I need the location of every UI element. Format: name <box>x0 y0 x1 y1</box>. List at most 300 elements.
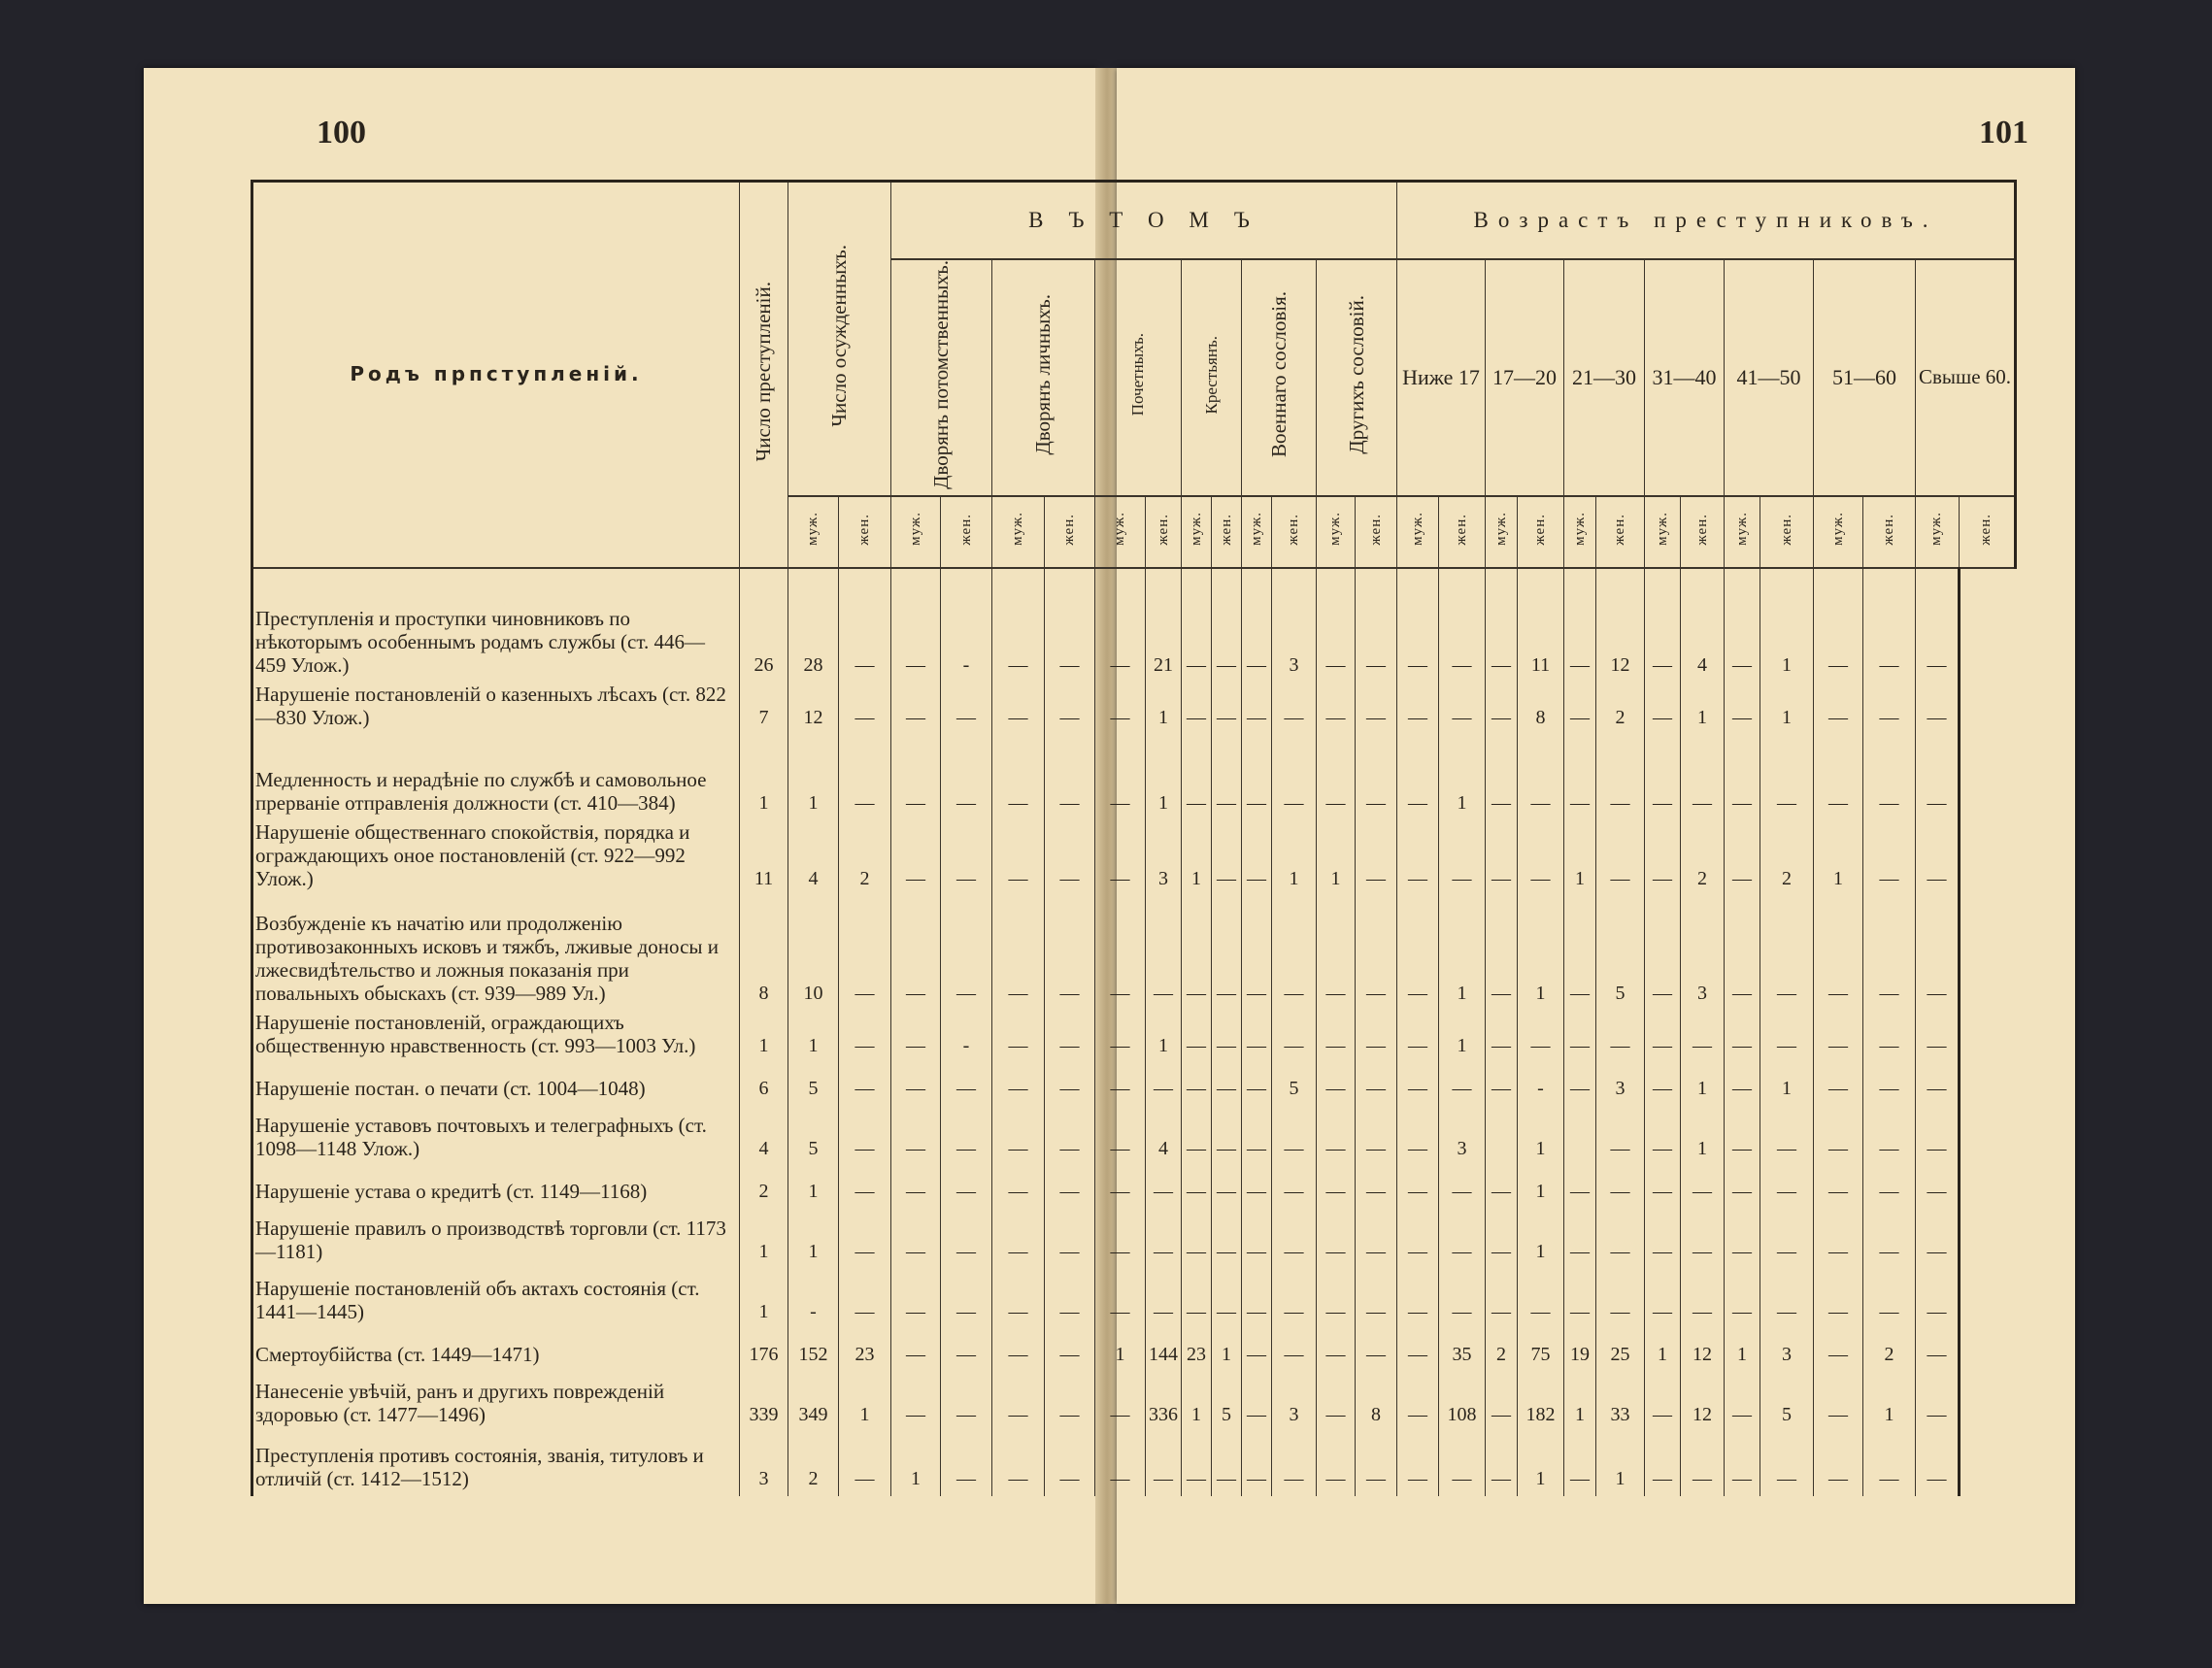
value-cell: — <box>1645 896 1681 1011</box>
value-cell: — <box>1645 1063 1681 1106</box>
value-cell: — <box>1439 1432 1486 1496</box>
crime-name-cell: Нарушенiе постановленiй о казенныхъ лѣсахъ (ст. 822—830 Улож.) <box>252 683 740 735</box>
value-cell: — <box>1916 735 1960 820</box>
value-cell: — <box>1486 1063 1518 1106</box>
table-row <box>252 1269 2069 1329</box>
value-cell: — <box>1518 735 1564 820</box>
sex-male-header: муж. <box>1814 496 1863 568</box>
value-cell: 2 <box>839 820 891 896</box>
value-cell: — <box>1212 683 1242 735</box>
value-cell: — <box>1356 1269 1397 1329</box>
value-cell: - <box>941 1011 992 1063</box>
value-cell: — <box>992 735 1045 820</box>
value-cell: — <box>1725 1106 1760 1166</box>
value-cell: — <box>1182 1106 1212 1166</box>
value-cell: 1 <box>1814 820 1863 896</box>
value-cell: — <box>1182 1269 1212 1329</box>
value-cell: — <box>941 1372 992 1432</box>
value-cell: 4 <box>1146 1106 1182 1166</box>
value-cell: — <box>1272 896 1317 1011</box>
value-cell: — <box>1242 735 1272 820</box>
value-cell: 7 <box>740 683 788 735</box>
value-cell: — <box>1725 1209 1760 1269</box>
value-cell: 5 <box>788 1063 839 1106</box>
military-header: Военнаго сословiя. <box>1242 259 1317 496</box>
value-cell: — <box>1916 1269 1960 1329</box>
table-row <box>252 1063 2069 1106</box>
value-cell: — <box>1439 568 1486 683</box>
value-cell: 6 <box>740 1063 788 1106</box>
sex-female-header: жен. <box>1760 496 1814 568</box>
value-cell: — <box>1397 1432 1439 1496</box>
value-cell: 1 <box>1760 683 1814 735</box>
value-cell: 152 <box>788 1329 839 1372</box>
value-cell: — <box>1681 1269 1725 1329</box>
value-cell: — <box>1356 1209 1397 1269</box>
value-cell: — <box>941 1063 992 1106</box>
sex-female-header: жен. <box>1959 496 2015 568</box>
value-cell: — <box>1212 1011 1242 1063</box>
value-cell: 1 <box>891 1432 941 1496</box>
value-cell: — <box>1212 820 1242 896</box>
crime-type-header: Родъ прпступленiй. <box>252 182 740 568</box>
sex-female-header: жен. <box>1272 496 1317 568</box>
value-cell: — <box>1182 1209 1212 1269</box>
value-cell: — <box>941 1329 992 1372</box>
value-cell: — <box>1317 568 1356 683</box>
sex-male-header: муж. <box>1486 496 1518 568</box>
value-cell: — <box>1645 820 1681 896</box>
value-cell: 182 <box>1518 1372 1564 1432</box>
value-cell: — <box>1045 1166 1095 1209</box>
value-cell: — <box>1272 683 1317 735</box>
value-cell: 3 <box>1439 1106 1486 1166</box>
peasants-header: Крестьянъ. <box>1182 259 1242 496</box>
value-cell: — <box>1814 568 1863 683</box>
value-cell: — <box>1863 820 1916 896</box>
value-cell: — <box>1486 1209 1518 1269</box>
value-cell: 12 <box>1596 568 1645 683</box>
value-cell: — <box>1242 820 1272 896</box>
value-cell: 3 <box>1146 820 1182 896</box>
value-cell: — <box>1760 735 1814 820</box>
value-cell: — <box>1564 1011 1596 1063</box>
value-cell: — <box>1725 896 1760 1011</box>
value-cell: — <box>1760 1166 1814 1209</box>
value-cell: — <box>1645 1372 1681 1432</box>
value-cell: — <box>1182 896 1212 1011</box>
value-cell: — <box>1916 1209 1960 1269</box>
value-cell: 1 <box>788 1011 839 1063</box>
value-cell: — <box>1095 1209 1146 1269</box>
value-cell: — <box>1095 1432 1146 1496</box>
value-cell: — <box>1397 1166 1439 1209</box>
value-cell: 23 <box>1182 1329 1212 1372</box>
value-cell: — <box>1645 735 1681 820</box>
value-cell: — <box>891 683 941 735</box>
value-cell: — <box>1045 1269 1095 1329</box>
value-cell: — <box>992 1372 1045 1432</box>
value-cell: — <box>1356 735 1397 820</box>
value-cell: — <box>891 1166 941 1209</box>
value-cell: — <box>839 1011 891 1063</box>
value-cell: — <box>1242 896 1272 1011</box>
value-cell: - <box>941 568 992 683</box>
value-cell: — <box>941 683 992 735</box>
value-cell: — <box>1916 1106 1960 1166</box>
table-row <box>252 735 2069 820</box>
value-cell: — <box>992 568 1045 683</box>
value-cell: — <box>1317 1432 1356 1496</box>
value-cell: 5 <box>1596 896 1645 1011</box>
value-cell: — <box>1518 820 1564 896</box>
value-cell: 33 <box>1596 1372 1645 1432</box>
of-which-header: В Ъ Т О М Ъ <box>891 182 1397 260</box>
value-cell: — <box>1486 1269 1518 1329</box>
table-row <box>252 1209 2069 1269</box>
value-cell: 3 <box>1596 1063 1645 1106</box>
value-cell: — <box>1095 820 1146 896</box>
value-cell: — <box>1916 1329 1960 1372</box>
value-cell: 1 <box>1681 683 1725 735</box>
value-cell: — <box>1439 1269 1486 1329</box>
table-row <box>252 896 2069 1011</box>
value-cell: 1 <box>1681 1063 1725 1106</box>
value-cell: — <box>1814 1011 1863 1063</box>
value-cell: 5 <box>1212 1372 1242 1432</box>
value-cell: — <box>1242 1329 1272 1372</box>
sex-female-header: жен. <box>1356 496 1397 568</box>
value-cell: — <box>1356 820 1397 896</box>
age-31-40-header: 31—40 <box>1645 259 1725 496</box>
value-cell: — <box>1645 683 1681 735</box>
value-cell: 1 <box>839 1372 891 1432</box>
value-cell: — <box>1486 1011 1518 1063</box>
value-cell: — <box>1212 1106 1242 1166</box>
value-cell: 108 <box>1439 1372 1486 1432</box>
value-cell: — <box>839 1106 891 1166</box>
age-over-60-header: Свыше 60. <box>1916 259 2016 496</box>
value-cell: — <box>1645 568 1681 683</box>
value-cell: — <box>1182 1011 1212 1063</box>
table-row <box>252 1011 2069 1063</box>
value-cell: — <box>1356 568 1397 683</box>
value-cell: 1 <box>788 1166 839 1209</box>
value-cell: 12 <box>788 683 839 735</box>
crime-name-cell: Смертоубiйства (ст. 1449—1471) <box>252 1329 740 1372</box>
value-cell: 3 <box>1681 896 1725 1011</box>
value-cell: 4 <box>740 1106 788 1166</box>
value-cell: — <box>1272 1432 1317 1496</box>
value-cell: 3 <box>1760 1329 1814 1372</box>
value-cell: 1 <box>1518 1432 1564 1496</box>
value-cell: 1 <box>740 1209 788 1269</box>
value-cell: 1 <box>740 735 788 820</box>
value-cell: — <box>1095 1166 1146 1209</box>
age-51-60-header: 51—60 <box>1814 259 1916 496</box>
value-cell: 26 <box>740 568 788 683</box>
value-cell: — <box>1045 1432 1095 1496</box>
value-cell: 19 <box>1564 1329 1596 1372</box>
value-cell: — <box>839 896 891 1011</box>
value-cell: — <box>839 1269 891 1329</box>
value-cell: 1 <box>1146 1011 1182 1063</box>
value-cell: — <box>1242 683 1272 735</box>
value-cell: — <box>1317 735 1356 820</box>
value-cell: — <box>1182 683 1212 735</box>
value-cell: 176 <box>740 1329 788 1372</box>
value-cell: — <box>1486 1432 1518 1496</box>
value-cell: 2 <box>788 1432 839 1496</box>
table-row <box>252 820 2069 896</box>
value-cell: 10 <box>788 896 839 1011</box>
value-cell: 1 <box>1518 1106 1564 1166</box>
value-cell: — <box>1645 1166 1681 1209</box>
sex-male-header: муж. <box>788 496 839 568</box>
value-cell: — <box>1356 1011 1397 1063</box>
value-cell: — <box>1486 1372 1518 1432</box>
value-cell: — <box>1356 1329 1397 1372</box>
value-cell: 1 <box>740 1011 788 1063</box>
value-cell: — <box>992 683 1045 735</box>
value-cell: 3 <box>1272 1372 1317 1432</box>
value-cell: — <box>1182 1166 1212 1209</box>
value-cell: 1 <box>1760 568 1814 683</box>
value-cell: — <box>1272 1011 1317 1063</box>
value-cell: — <box>1596 820 1645 896</box>
value-cell: — <box>1564 1063 1596 1106</box>
value-cell: — <box>1356 1432 1397 1496</box>
value-cell: — <box>1397 1011 1439 1063</box>
value-cell: 2 <box>1760 820 1814 896</box>
value-cell: — <box>1242 568 1272 683</box>
value-cell: — <box>1397 1269 1439 1329</box>
value-cell: — <box>1317 1269 1356 1329</box>
crime-name-cell: Нарушенiе постан. о печати (ст. 1004—1048) <box>252 1063 740 1106</box>
sex-female-header: жен. <box>1596 496 1645 568</box>
value-cell: — <box>891 896 941 1011</box>
value-cell: — <box>1212 1166 1242 1209</box>
table-row <box>252 1372 2069 1432</box>
value-cell: — <box>891 1063 941 1106</box>
sex-male-header: муж. <box>1095 496 1146 568</box>
value-cell: 1 <box>1182 820 1212 896</box>
value-cell: — <box>1317 1209 1356 1269</box>
value-cell: — <box>1814 1269 1863 1329</box>
value-cell: — <box>1317 1011 1356 1063</box>
sex-male-header: муж. <box>1916 496 1960 568</box>
value-cell: — <box>891 1372 941 1432</box>
value-cell: — <box>1518 1269 1564 1329</box>
value-cell: — <box>1045 1329 1095 1372</box>
value-cell: 1 <box>1645 1329 1681 1372</box>
value-cell: — <box>1242 1209 1272 1269</box>
value-cell: — <box>1814 1166 1863 1209</box>
value-cell: — <box>1356 1063 1397 1106</box>
value-cell: 23 <box>839 1329 891 1372</box>
value-cell: — <box>1814 1209 1863 1269</box>
value-cell: - <box>788 1269 839 1329</box>
num-convicted-header: Число осужденныхъ. <box>788 182 891 496</box>
value-cell: — <box>1814 896 1863 1011</box>
value-cell: — <box>1863 1011 1916 1063</box>
value-cell: 5 <box>1272 1063 1317 1106</box>
value-cell: 1 <box>740 1269 788 1329</box>
value-cell: — <box>1596 1106 1645 1166</box>
value-cell: — <box>992 1209 1045 1269</box>
sex-female-header: жен. <box>1146 496 1182 568</box>
value-cell: — <box>1095 683 1146 735</box>
crime-name-cell: Нарушенiе уставовъ почтовыхъ и телеграфныхъ (ст. 1098—1148 Улож.) <box>252 1106 740 1166</box>
value-cell: — <box>1146 1063 1182 1106</box>
value-cell: — <box>1242 1432 1272 1496</box>
page-number-left: 100 <box>317 115 366 150</box>
value-cell: 1 <box>1564 1372 1596 1432</box>
value-cell: 12 <box>1681 1372 1725 1432</box>
value-cell: — <box>891 1329 941 1372</box>
value-cell: — <box>891 820 941 896</box>
value-cell: — <box>1095 568 1146 683</box>
value-cell: 1 <box>788 1209 839 1269</box>
nobles-personal-header: Дворянъ личныхъ. <box>992 259 1095 496</box>
value-cell: — <box>1760 1106 1814 1166</box>
value-cell: — <box>1564 1432 1596 1496</box>
value-cell: 3 <box>740 1432 788 1496</box>
value-cell: 28 <box>788 568 839 683</box>
value-cell: — <box>992 1106 1045 1166</box>
value-cell: — <box>1045 683 1095 735</box>
table-row <box>252 568 2069 683</box>
value-cell: — <box>1212 568 1242 683</box>
value-cell: — <box>1397 1106 1439 1166</box>
crime-name-cell: Возбужденiе къ начатiю или продолженiю противозаконныхъ исковъ и тяжбъ, лживые доносы и лжесвидѣтельство и ложныя показанiя при повальныхъ обыскахъ (ст. 939—989 Ул.) <box>252 896 740 1011</box>
value-cell: — <box>1317 683 1356 735</box>
value-cell: — <box>1095 735 1146 820</box>
value-cell: — <box>1242 1106 1272 1166</box>
sex-male-header: муж. <box>1182 496 1212 568</box>
value-cell: — <box>839 1432 891 1496</box>
value-cell: 5 <box>788 1106 839 1166</box>
value-cell: 1 <box>1518 896 1564 1011</box>
value-cell: — <box>839 1166 891 1209</box>
value-cell: — <box>1146 1269 1182 1329</box>
value-cell: 2 <box>1596 683 1645 735</box>
value-cell: — <box>839 735 891 820</box>
value-cell: — <box>1596 1166 1645 1209</box>
value-cell: — <box>1397 568 1439 683</box>
value-cell: — <box>1146 1166 1182 1209</box>
value-cell: — <box>1645 1432 1681 1496</box>
value-cell: 1 <box>1182 1372 1212 1432</box>
value-cell: — <box>1486 568 1518 683</box>
age-17-20-header: 17—20 <box>1486 259 1564 496</box>
value-cell: — <box>1045 1011 1095 1063</box>
value-cell: — <box>1242 1063 1272 1106</box>
value-cell: — <box>1760 896 1814 1011</box>
value-cell: — <box>1814 735 1863 820</box>
value-cell: — <box>1916 896 1960 1011</box>
value-cell: — <box>891 1269 941 1329</box>
crime-name-cell: Нарушенiе устава о кредитѣ (ст. 1149—1168) <box>252 1166 740 1209</box>
value-cell: 4 <box>1681 568 1725 683</box>
value-cell: — <box>1397 1209 1439 1269</box>
value-cell: — <box>1212 1269 1242 1329</box>
crime-name-cell: Нарушенiе постановленiй, ограждающихъ общественную нравственность (ст. 993—1003 Ул.) <box>252 1011 740 1063</box>
crime-name-cell: Нанесенiе увѣчiй, ранъ и другихъ поврежденiй здоровью (ст. 1477—1496) <box>252 1372 740 1432</box>
sex-female-header: жен. <box>1212 496 1242 568</box>
value-cell: — <box>1863 1063 1916 1106</box>
value-cell: 1 <box>1681 1106 1725 1166</box>
value-cell: — <box>1182 1063 1212 1106</box>
value-cell: — <box>1397 683 1439 735</box>
value-cell: 1 <box>1095 1329 1146 1372</box>
value-cell: — <box>1439 683 1486 735</box>
crime-name-cell: Преступленiя противъ состоянiя, званiя, титуловъ и отличiй (ст. 1412—1512) <box>252 1432 740 1496</box>
value-cell: 1 <box>1564 820 1596 896</box>
value-cell: — <box>1212 735 1242 820</box>
value-cell: — <box>1645 1209 1681 1269</box>
value-cell: — <box>941 1166 992 1209</box>
sex-male-header: муж. <box>1317 496 1356 568</box>
value-cell: — <box>1095 1011 1146 1063</box>
value-cell: — <box>1863 1166 1916 1209</box>
value-cell: — <box>1045 1106 1095 1166</box>
crime-name-cell: Нарушенiе общественнаго спокойствiя, порядка и ограждающихъ оное постановленiй (ст. 922—992 Улож.) <box>252 820 740 896</box>
value-cell: — <box>1146 896 1182 1011</box>
value-cell: — <box>1317 896 1356 1011</box>
table-row <box>252 1329 2069 1372</box>
table-row <box>252 1106 2069 1166</box>
value-cell: 11 <box>740 820 788 896</box>
value-cell: — <box>1725 820 1760 896</box>
page-number-right: 101 <box>1979 115 2028 150</box>
value-cell: — <box>1681 1432 1725 1496</box>
value-cell: — <box>992 1329 1045 1372</box>
value-cell: — <box>1681 1166 1725 1209</box>
value-cell: — <box>1146 1432 1182 1496</box>
value-cell: 11 <box>1518 568 1564 683</box>
value-cell: — <box>1397 1063 1439 1106</box>
value-cell: — <box>1916 568 1960 683</box>
value-cell: — <box>1725 1372 1760 1432</box>
value-cell: — <box>839 568 891 683</box>
value-cell: — <box>1045 1209 1095 1269</box>
value-cell: — <box>1317 1372 1356 1432</box>
value-cell: — <box>1916 1166 1960 1209</box>
value-cell: — <box>1814 1106 1863 1166</box>
value-cell: — <box>1272 1269 1317 1329</box>
value-cell: — <box>1863 1106 1916 1166</box>
value-cell: — <box>1681 1209 1725 1269</box>
value-cell: — <box>1486 1166 1518 1209</box>
value-cell: — <box>941 1432 992 1496</box>
value-cell: — <box>992 1166 1045 1209</box>
value-cell: — <box>1518 1011 1564 1063</box>
value-cell: — <box>1439 1063 1486 1106</box>
value-cell: — <box>891 568 941 683</box>
value-cell: — <box>1045 568 1095 683</box>
value-cell: 2 <box>1681 820 1725 896</box>
age-below-17-header: Ниже 17 <box>1397 259 1486 496</box>
value-cell <box>1486 1106 1518 1166</box>
value-cell: — <box>1356 683 1397 735</box>
value-cell: 1 <box>1725 1329 1760 1372</box>
value-cell: — <box>1916 1432 1960 1496</box>
value-cell: — <box>1645 1106 1681 1166</box>
sex-female-header: жен. <box>1518 496 1564 568</box>
value-cell: — <box>1725 1166 1760 1209</box>
value-cell: — <box>1095 1063 1146 1106</box>
